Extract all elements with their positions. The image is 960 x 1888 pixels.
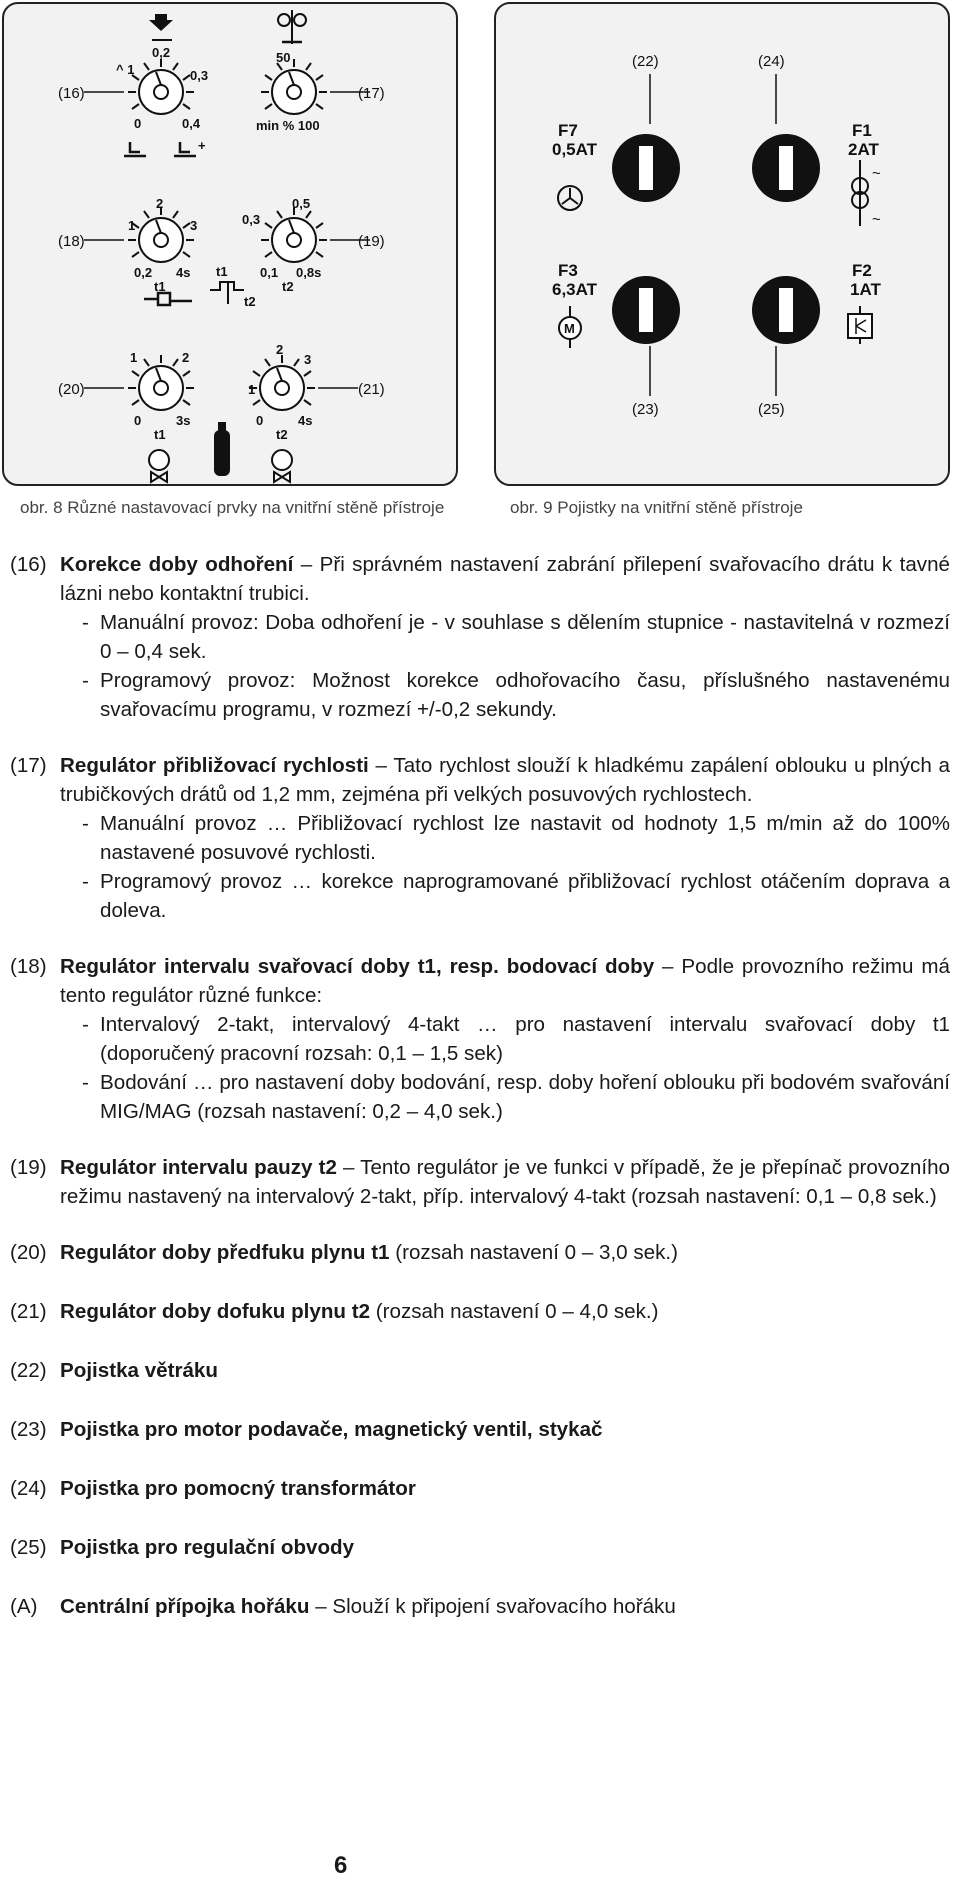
inching-speed-dial <box>256 10 370 133</box>
dial-tick: 50 <box>276 50 291 65</box>
gas-valve-icon <box>149 450 169 470</box>
item-19: (19) Regulátor intervalu pauzy t2 – Tento regulátor je ve funkci v případě, že je přepínač provozního režimu nastavený na intervalový 2-takt, příp. intervalový 4-takt (rozsah nastavení: 0,1 – 0,8 sek.) <box>10 1156 950 1208</box>
fuse-f3-rating: 6,3AT <box>552 280 598 299</box>
interval-timing-icon <box>210 264 256 309</box>
description-list <box>10 550 950 1621</box>
torch-icon <box>174 142 196 156</box>
dial-tick: min % 100 <box>256 118 320 133</box>
item-20: (20) Regulátor doby předfuku plynu t1 (rozsah nastavení 0 – 3,0 sek.) <box>10 1241 678 1264</box>
fan-icon <box>558 186 582 210</box>
callout-16: (16) <box>58 85 85 102</box>
weld-time-dial <box>84 196 197 305</box>
dial-tick: 3 <box>190 218 198 233</box>
postflow-dial <box>248 342 358 482</box>
dial-tick: ^ 1 <box>116 62 135 77</box>
burnback-dial <box>84 14 208 156</box>
item-title: Regulátor doby předfuku plynu t1 <box>60 1241 390 1264</box>
dial-tick: 0 <box>134 413 142 428</box>
fuse-f1-label: F1 <box>852 121 872 140</box>
item-title: Regulátor doby dofuku plynu t2 <box>60 1300 371 1323</box>
dial-tick: 1 <box>128 218 136 233</box>
dial-tick: 0,8s <box>296 265 322 280</box>
dial-tick: 1 <box>130 350 138 365</box>
callout-22: (22) <box>632 53 659 70</box>
item-16: (16) Korekce doby odhoření – Při správném nastavení zabrání přilepení svařovacího drátu k tavné lázni nebo kontaktní trubici. - Manuální provoz: Doba odhoření je - v souhlase s dělením stupnice - nastavitelná v rozmezí 0 – 0,4 sek. - Programový provoz: Možnost korekce odhořovacího času, příslušného nastavenému svařovacímu programu, v rozmezí +/-0,2 sekundy. <box>10 553 950 721</box>
dial-tick: t1 <box>154 427 166 442</box>
item-title: Regulátor přibližovací rychlosti <box>60 754 369 777</box>
callout-19: (19) <box>358 233 385 250</box>
dial-tick: 2 <box>276 342 284 357</box>
dial-tick: 0 <box>256 413 264 428</box>
item-title: Pojistka pro motor podavače, magnetický ventil, stykač <box>60 1418 603 1441</box>
preflow-dial <box>84 350 194 482</box>
dial-tick: 4s <box>176 265 191 280</box>
fuse-f7-rating: 0,5AT <box>552 140 598 159</box>
callout-18: (18) <box>58 233 85 250</box>
dial-tick: 0,1 <box>260 265 279 280</box>
settings-diagram <box>4 4 460 488</box>
item-title: Pojistka pro regulační obvody <box>60 1536 355 1559</box>
svg-text:t2: t2 <box>244 294 256 309</box>
fuse-f2-label: F2 <box>852 261 872 280</box>
callout-21: (21) <box>358 381 385 398</box>
dial-tick: 0,4 <box>182 116 201 131</box>
item-title: Korekce doby odhoření <box>60 553 294 576</box>
fuse-f2-rating: 1AT <box>850 280 881 299</box>
callout-20: (20) <box>58 381 85 398</box>
callout-25: (25) <box>758 401 785 418</box>
item-title: Centrální přípojka hořáku <box>60 1595 310 1618</box>
dial-tick: 0,3 <box>190 68 209 83</box>
figure-8-panel <box>2 2 458 486</box>
figure-9-panel <box>494 2 950 486</box>
torch-icon <box>124 142 146 156</box>
pause-time-dial <box>242 196 370 294</box>
item-18: (18) Regulátor intervalu svařovací doby t1, resp. bodovací doby – Podle provozního režimu má tento regulátor různé funkce: - Intervalový 2-takt, intervalový 4-takt … pro nastavení intervalu svařovací doby t1 (doporučený pracovní rozsah: 0,1 – 1,5 sek) - Bodování … pro nastavení doby bodování, resp. doby hoření oblouku při bodovém svařování MIG/MAG (rozsah nastavení: 0,2 – 4,0 sek.) <box>10 955 950 1123</box>
item-23: (23) Pojistka pro motor podavače, magnetický ventil, stykač <box>10 1418 603 1441</box>
dial-tick: 0,2 <box>152 45 171 60</box>
figure-9-caption: obr. 9 Pojistky na vnitřní stěně přístroje <box>510 498 803 517</box>
figure-8-caption: obr. 8 Různé nastavovací prvky na vnitřní stěně přístroje <box>20 498 445 517</box>
item-21: (21) Regulátor doby dofuku plynu t2 (rozsah nastavení 0 – 4,0 sek.) <box>10 1300 659 1323</box>
transformer-icon <box>852 160 881 228</box>
fuse-f7 <box>612 134 680 202</box>
dial-tick: 2 <box>182 350 190 365</box>
fuse-f3 <box>612 276 680 344</box>
svg-text:M: M <box>564 321 575 336</box>
item-24: (24) Pojistka pro pomocný transformátor <box>10 1477 416 1500</box>
fuse-f1-rating: 2AT <box>848 140 879 159</box>
dial-tick: 0,5 <box>292 196 311 211</box>
dial-tick: 4s <box>298 413 313 428</box>
item-title: Pojistka větráku <box>60 1359 218 1382</box>
item-title: Regulátor intervalu svařovací doby t1, resp. bodovací doby <box>60 955 655 978</box>
svg-text:t1: t1 <box>216 264 228 279</box>
fuse-diagram <box>496 4 952 488</box>
dial-tick: t1 <box>154 279 166 294</box>
dial-tick: t2 <box>276 427 288 442</box>
item-title: Regulátor intervalu pauzy t2 <box>60 1156 337 1179</box>
svg-text:+: + <box>198 138 206 153</box>
control-circuit-icon <box>848 306 872 344</box>
fuse-f7-label: F7 <box>558 121 578 140</box>
item-22: (22) Pojistka větráku <box>10 1359 218 1382</box>
svg-text:~: ~ <box>872 165 881 182</box>
wire-down-arrow-icon <box>149 14 173 31</box>
fuse-f1 <box>752 134 820 202</box>
dial-tick: 3s <box>176 413 191 428</box>
page-number: 6 <box>334 1852 348 1879</box>
dial-tick: 0 <box>134 116 142 131</box>
dial-tick: 3 <box>304 352 312 367</box>
dial-tick: t2 <box>282 279 294 294</box>
callout-17: (17) <box>358 85 385 102</box>
callout-23: (23) <box>632 401 659 418</box>
gas-bottle-icon <box>214 430 230 476</box>
dial-tick: 1 <box>248 382 256 397</box>
fuse-f3-label: F3 <box>558 261 578 280</box>
item-a: (A) Centrální přípojka hořáku – Slouží k připojení svařovacího hořáku <box>10 1595 676 1618</box>
dial-tick: 0,2 <box>134 265 153 280</box>
dial-tick: 2 <box>156 196 164 211</box>
item-17: (17) Regulátor přibližovací rychlosti – Tato rychlost slouží k hladkému zapálení oblouku u plných a trubičkových drátů od 1,2 mm, zejména při velkých posuvových rychlostech. - Manuální provoz … Přibližovací rychlost lze nastavit od hodnoty 1,5 m/min až do 100% nastavené posuvové rychlosti. - Programový provoz … korekce naprogramované přibližovací rychlost otáčením doprava a doleva. <box>10 754 950 922</box>
spot-icon <box>144 293 192 305</box>
roller-icon <box>278 14 290 26</box>
callout-24: (24) <box>758 53 785 70</box>
item-title: Pojistka pro pomocný transformátor <box>60 1477 416 1500</box>
motor-icon <box>559 306 581 348</box>
fuse-f2 <box>752 276 820 344</box>
dial-tick: 0,3 <box>242 212 261 227</box>
gas-valve-icon <box>272 450 292 470</box>
item-25: (25) Pojistka pro regulační obvody <box>10 1536 355 1559</box>
svg-text:~: ~ <box>872 211 881 228</box>
